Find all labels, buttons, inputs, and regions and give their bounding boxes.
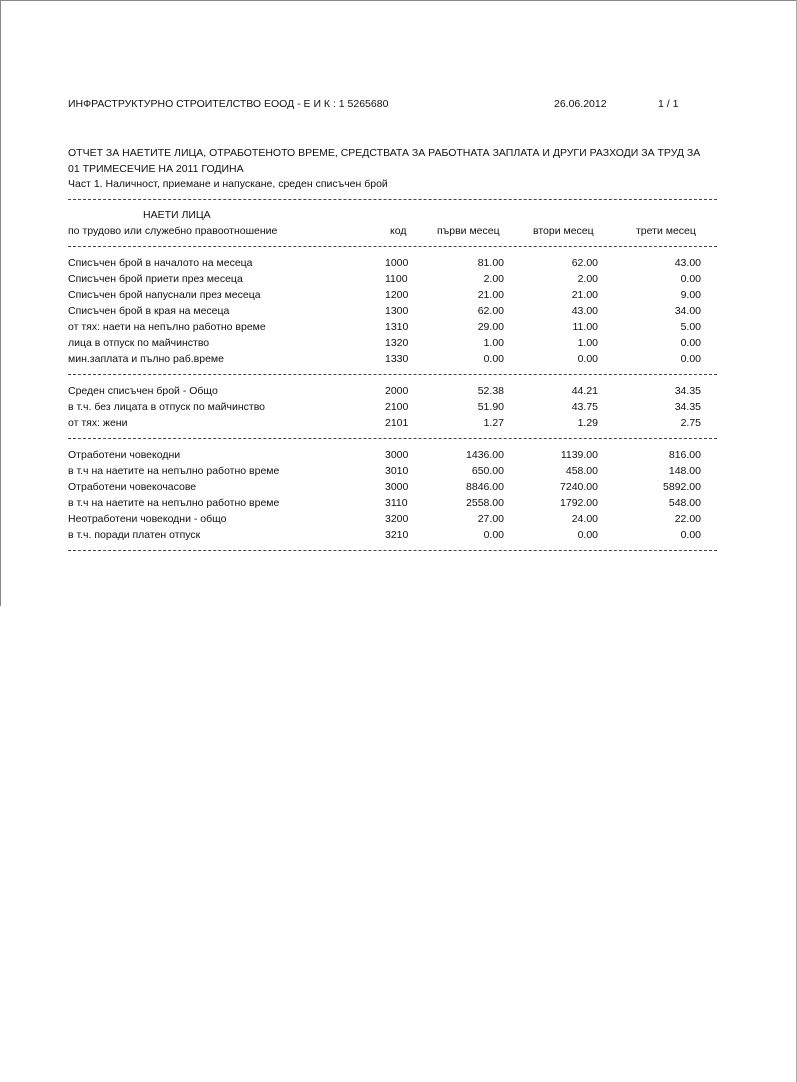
cell-label: в т.ч. поради платен отпуск: [68, 529, 201, 541]
divider-top: [68, 199, 717, 200]
cell-m1: 81.00: [477, 257, 504, 269]
cell-label: Списъчен брой в края на месеца: [68, 305, 230, 317]
cell-label: Списъчен брой в началото на месеца: [68, 257, 253, 269]
cell-m3: 5.00: [680, 321, 701, 333]
cell-m1: 21.00: [477, 289, 504, 301]
cell-m3: 0.00: [680, 529, 701, 541]
cell-label: в т.ч. без лицата в отпуск по майчинство: [68, 401, 266, 413]
cell-m1: 29.00: [477, 321, 504, 333]
cell-code: 1000: [385, 257, 409, 269]
cell-code: 1330: [385, 353, 409, 365]
table-row: [68, 287, 717, 303]
cell-code: 1320: [385, 337, 409, 349]
page-frame-top: [0, 0, 797, 1]
cell-m2: 1139.00: [560, 449, 598, 461]
cell-label: Списъчен брой напуснали през месеца: [68, 289, 261, 301]
cell-label: в т.ч на наетите на непълно работно време: [68, 465, 280, 477]
cell-m3: 816.00: [668, 449, 701, 461]
cell-label: мин.заплата и пълно раб.време: [68, 353, 224, 365]
company-name: ИНФРАСТРУКТУРНО СТРОИТЕЛСТВО ЕООД - Е И К : 1 5265680: [68, 98, 389, 110]
cell-label: от тях: наети на непълно работно време: [68, 321, 266, 333]
cell-label: лица в отпуск по майчинство: [68, 337, 210, 349]
table-row: [68, 319, 717, 335]
cell-m1: 1.27: [483, 417, 504, 429]
cell-label: Отработени човекодни: [68, 449, 181, 461]
divider-header: [68, 246, 717, 247]
cell-code: 3010: [385, 465, 409, 477]
cell-m2: 1.00: [577, 337, 598, 349]
cell-m3: 0.00: [680, 337, 701, 349]
divider-section2: [68, 438, 717, 439]
cell-m1: 27.00: [477, 513, 504, 525]
column-label-header: по трудово или служебно правоотношение: [68, 225, 278, 237]
group-heading: НАЕТИ ЛИЦА: [143, 209, 211, 221]
table-row: [68, 495, 717, 511]
cell-label: Неотработени човекодни - общо: [68, 513, 227, 525]
cell-m3: 22.00: [674, 513, 701, 525]
cell-code: 1100: [385, 273, 408, 285]
table-row: [68, 335, 717, 351]
table-row: [68, 351, 717, 367]
page-number: 1 / 1: [658, 98, 679, 110]
cell-code: 3210: [385, 529, 409, 541]
cell-m3: 34.35: [674, 385, 701, 397]
table-row: [68, 399, 717, 415]
table-row: [68, 255, 717, 271]
cell-m2: 0.00: [577, 529, 598, 541]
cell-code: 3110: [385, 497, 408, 509]
cell-m2: 62.00: [571, 257, 598, 269]
report-subtitle: Част 1. Наличност, приемане и напускане, среден списъчен брой: [68, 178, 388, 190]
cell-m2: 43.75: [571, 401, 598, 413]
divider-bottom: [68, 550, 717, 551]
cell-m2: 44.21: [571, 385, 598, 397]
cell-label: Отработени човекочасове: [68, 481, 197, 493]
report-title: ОТЧЕТ ЗА НАЕТИТЕ ЛИЦА, ОТРАБОТЕНОТО ВРЕМЕ, СРЕДСТВАТА ЗА РАБОТНАТА ЗАПЛАТА И ДРУГИ РАЗХОДИ ЗА ТРУД ЗА 01 ТРИМЕСЕЧИЕ НА 2011 ГОДИНА: [68, 147, 701, 175]
cell-m1: 2558.00: [466, 497, 504, 509]
cell-m2: 7240.00: [560, 481, 598, 493]
cell-m1: 8846.00: [466, 481, 504, 493]
cell-m2: 1792.00: [560, 497, 598, 509]
cell-m3: 548.00: [668, 497, 701, 509]
cell-m2: 0.00: [577, 353, 598, 365]
cell-m3: 2.75: [680, 417, 701, 429]
cell-m2: 21.00: [571, 289, 598, 301]
cell-m2: 1.29: [577, 417, 598, 429]
cell-code: 2000: [385, 385, 409, 397]
cell-m1: 51.90: [477, 401, 504, 413]
table-row: [68, 527, 717, 543]
cell-m3: 0.00: [680, 273, 701, 285]
cell-m1: 1436.00: [466, 449, 504, 461]
cell-m1: 52.38: [477, 385, 504, 397]
page-frame-left: [0, 0, 1, 606]
cell-m3: 43.00: [674, 257, 701, 269]
cell-label: от тях: жени: [68, 417, 128, 429]
cell-label: в т.ч на наетите на непълно работно време: [68, 497, 280, 509]
column-month3-header: трети месец: [636, 225, 696, 237]
table-row: [68, 447, 717, 463]
table-row: [68, 415, 717, 431]
cell-code: 2101: [385, 417, 409, 429]
cell-code: 3000: [385, 449, 409, 461]
cell-m2: 2.00: [577, 273, 598, 285]
divider-section1: [68, 374, 717, 375]
table-row: [68, 511, 717, 527]
cell-m1: 1.00: [483, 337, 504, 349]
cell-m2: 24.00: [571, 513, 598, 525]
cell-m3: 34.00: [674, 305, 701, 317]
cell-m3: 34.35: [674, 401, 701, 413]
cell-code: 3200: [385, 513, 409, 525]
cell-m2: 458.00: [565, 465, 598, 477]
cell-code: 1300: [385, 305, 409, 317]
cell-m1: 650.00: [471, 465, 504, 477]
cell-code: 1310: [385, 321, 409, 333]
cell-m3: 5892.00: [663, 481, 701, 493]
cell-label: Списъчен брой приети през месеца: [68, 273, 243, 285]
table-row: [68, 479, 717, 495]
cell-m3: 0.00: [680, 353, 701, 365]
cell-m3: 9.00: [680, 289, 701, 301]
cell-code: 3000: [385, 481, 409, 493]
table-row: [68, 383, 717, 399]
cell-m1: 0.00: [483, 529, 504, 541]
table-row: [68, 303, 717, 319]
table-row: [68, 463, 717, 479]
cell-m1: 2.00: [483, 273, 504, 285]
column-code-header: код: [390, 225, 407, 237]
cell-code: 1200: [385, 289, 409, 301]
cell-code: 2100: [385, 401, 409, 413]
cell-m3: 148.00: [668, 465, 701, 477]
column-month1-header: първи месец: [437, 225, 500, 237]
cell-m2: 11.00: [572, 321, 598, 333]
cell-m1: 62.00: [477, 305, 504, 317]
cell-label: Среден списъчен брой - Общо: [68, 385, 218, 397]
cell-m1: 0.00: [483, 353, 504, 365]
cell-m2: 43.00: [571, 305, 598, 317]
table-row: [68, 271, 717, 287]
column-month2-header: втори месец: [533, 225, 594, 237]
report-date: 26.06.2012: [554, 98, 607, 110]
